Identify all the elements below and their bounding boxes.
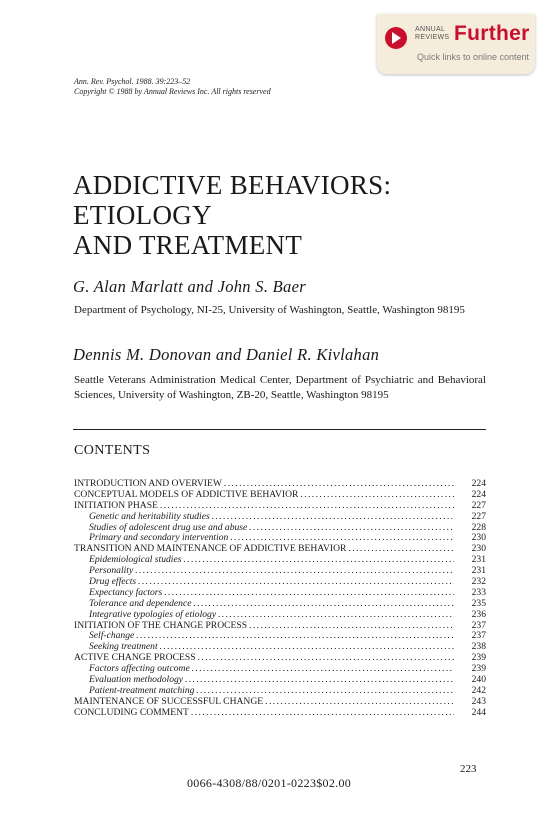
toc-entry-title: Expectancy factors xyxy=(89,586,163,598)
table-of-contents xyxy=(74,479,486,719)
toc-entry-title: ACTIVE CHANGE PROCESS xyxy=(74,652,196,664)
toc-entry-page: 231 xyxy=(471,565,486,577)
toc-entry-page: 228 xyxy=(471,521,486,533)
toc-entry-page: 240 xyxy=(471,674,486,686)
toc-entry-page: 235 xyxy=(471,597,486,609)
toc-entry-page: 224 xyxy=(471,478,486,489)
toc-entry-title: MAINTENANCE OF SUCCESSFUL CHANGE xyxy=(74,695,264,707)
toc-entry-page: 230 xyxy=(471,532,486,544)
toc-entry-title: Integrative typologies of etiology xyxy=(89,608,217,620)
toc-entry-title: INTRODUCTION AND OVERVIEW xyxy=(74,478,222,489)
toc-entry-page: 238 xyxy=(471,641,486,653)
toc-entry[interactable] xyxy=(74,708,486,719)
further-badge[interactable] xyxy=(377,14,535,74)
toc-entry[interactable] xyxy=(74,555,486,566)
toc-entry-page: 231 xyxy=(471,554,486,566)
section-divider xyxy=(73,429,486,430)
toc-entry-page: 237 xyxy=(471,630,486,642)
annual-reviews-logo-icon xyxy=(385,27,407,49)
toc-entry-page: 227 xyxy=(471,510,486,522)
toc-entry-title: Factors affecting outcome xyxy=(89,663,190,675)
toc-dot-leader xyxy=(192,664,454,675)
toc-entry-title: Evaluation methodology xyxy=(89,674,184,686)
toc-entry-title: Patient-treatment matching xyxy=(89,684,195,696)
toc-entry[interactable] xyxy=(74,610,486,621)
toc-entry-title: Genetic and heritability studies xyxy=(89,510,210,522)
reviews-text: REVIEWS xyxy=(415,34,450,41)
further-word: Further xyxy=(454,22,530,45)
toc-entry-page: 243 xyxy=(471,695,486,707)
toc-entry-title: INITIATION OF THE CHANGE PROCESS xyxy=(74,619,248,631)
toc-entry-title: Tolerance and dependence xyxy=(89,597,192,609)
toc-dot-leader xyxy=(193,599,454,610)
toc-entry-page: 242 xyxy=(471,684,486,696)
toc-dot-leader xyxy=(136,631,454,642)
title-line-2: AND TREATMENT xyxy=(73,230,303,260)
toc-entry-page: 224 xyxy=(471,488,486,500)
toc-entry-page: 232 xyxy=(471,576,486,588)
citation-line-2: Copyright © 1988 by Annual Reviews Inc. All rights reserved xyxy=(74,87,271,96)
toc-dot-leader xyxy=(265,697,454,708)
toc-entry-page: 236 xyxy=(471,608,486,620)
toc-entry-page: 233 xyxy=(471,586,486,598)
toc-entry-title: Primary and secondary intervention xyxy=(89,532,229,544)
article-title xyxy=(73,170,513,260)
contents-heading: CONTENTS xyxy=(74,443,151,458)
affiliation-2: Seattle Veterans Administration Medical Center, Department of Psychiatric and Behavioral Sciences, University of Washington, ZB-20, Seattle, Washington 98195 xyxy=(74,374,486,401)
toc-dot-leader xyxy=(212,512,454,523)
authors-2: Dennis M. Donovan and Daniel R. Kivlahan xyxy=(73,345,380,364)
toc-entry-title: Drug effects xyxy=(89,576,137,588)
toc-entry-page: 239 xyxy=(471,652,486,664)
toc-entry-title: Seeking treatment xyxy=(89,641,158,653)
toc-entry-page: 230 xyxy=(471,543,486,555)
toc-dot-leader xyxy=(249,523,454,534)
toc-dot-leader xyxy=(164,588,454,599)
citation-line-1: Ann. Rev. Psychol. 1988. 39:223–52 xyxy=(74,77,191,86)
toc-entry-page: 239 xyxy=(471,663,486,675)
toc-dot-leader xyxy=(185,675,454,686)
toc-entry-title: Studies of adolescent drug use and abuse xyxy=(89,521,248,533)
further-subtitle: Quick links to online content xyxy=(417,52,530,62)
toc-entry-title: Self-change xyxy=(89,630,135,642)
toc-entry[interactable] xyxy=(74,512,486,523)
toc-entry-page: 244 xyxy=(471,706,486,718)
title-line-1: ADDICTIVE BEHAVIORS: ETIOLOGY xyxy=(73,170,392,230)
toc-entry-page: 237 xyxy=(471,619,486,631)
toc-dot-leader xyxy=(300,490,454,501)
toc-entry-title: Epidemiological studies xyxy=(89,554,182,566)
toc-entry-page: 227 xyxy=(471,499,486,511)
page-number: 223 xyxy=(460,763,477,775)
annual-text: ANNUAL xyxy=(415,26,446,33)
affiliation-1: Department of Psychology, NI-25, University of Washington, Seattle, Washington 98195 xyxy=(74,304,465,316)
toc-dot-leader xyxy=(198,653,454,664)
annual-reviews-text xyxy=(415,26,449,42)
toc-dot-leader xyxy=(183,555,454,566)
toc-entry-title: CONCLUDING COMMENT xyxy=(74,706,189,718)
toc-dot-leader xyxy=(191,708,454,719)
toc-entry-title: TRANSITION AND MAINTENANCE OF ADDICTIVE BEHAVIOR xyxy=(74,543,347,555)
toc-entry-title: CONCEPTUAL MODELS OF ADDICTIVE BEHAVIOR xyxy=(74,488,299,500)
toc-dot-leader xyxy=(348,544,454,555)
toc-entry[interactable] xyxy=(74,621,486,632)
toc-dot-leader xyxy=(218,610,454,621)
price-code: 0066-4308/88/0201-0223$02.00 xyxy=(187,776,352,790)
toc-entry-title: INITIATION PHASE xyxy=(74,499,158,511)
toc-dot-leader xyxy=(160,642,454,653)
authors-1: G. Alan Marlatt and John S. Baer xyxy=(73,277,306,296)
toc-dot-leader xyxy=(135,566,454,577)
toc-dot-leader xyxy=(138,577,454,588)
toc-dot-leader xyxy=(249,621,454,632)
toc-entry-title: Personality xyxy=(89,565,134,577)
